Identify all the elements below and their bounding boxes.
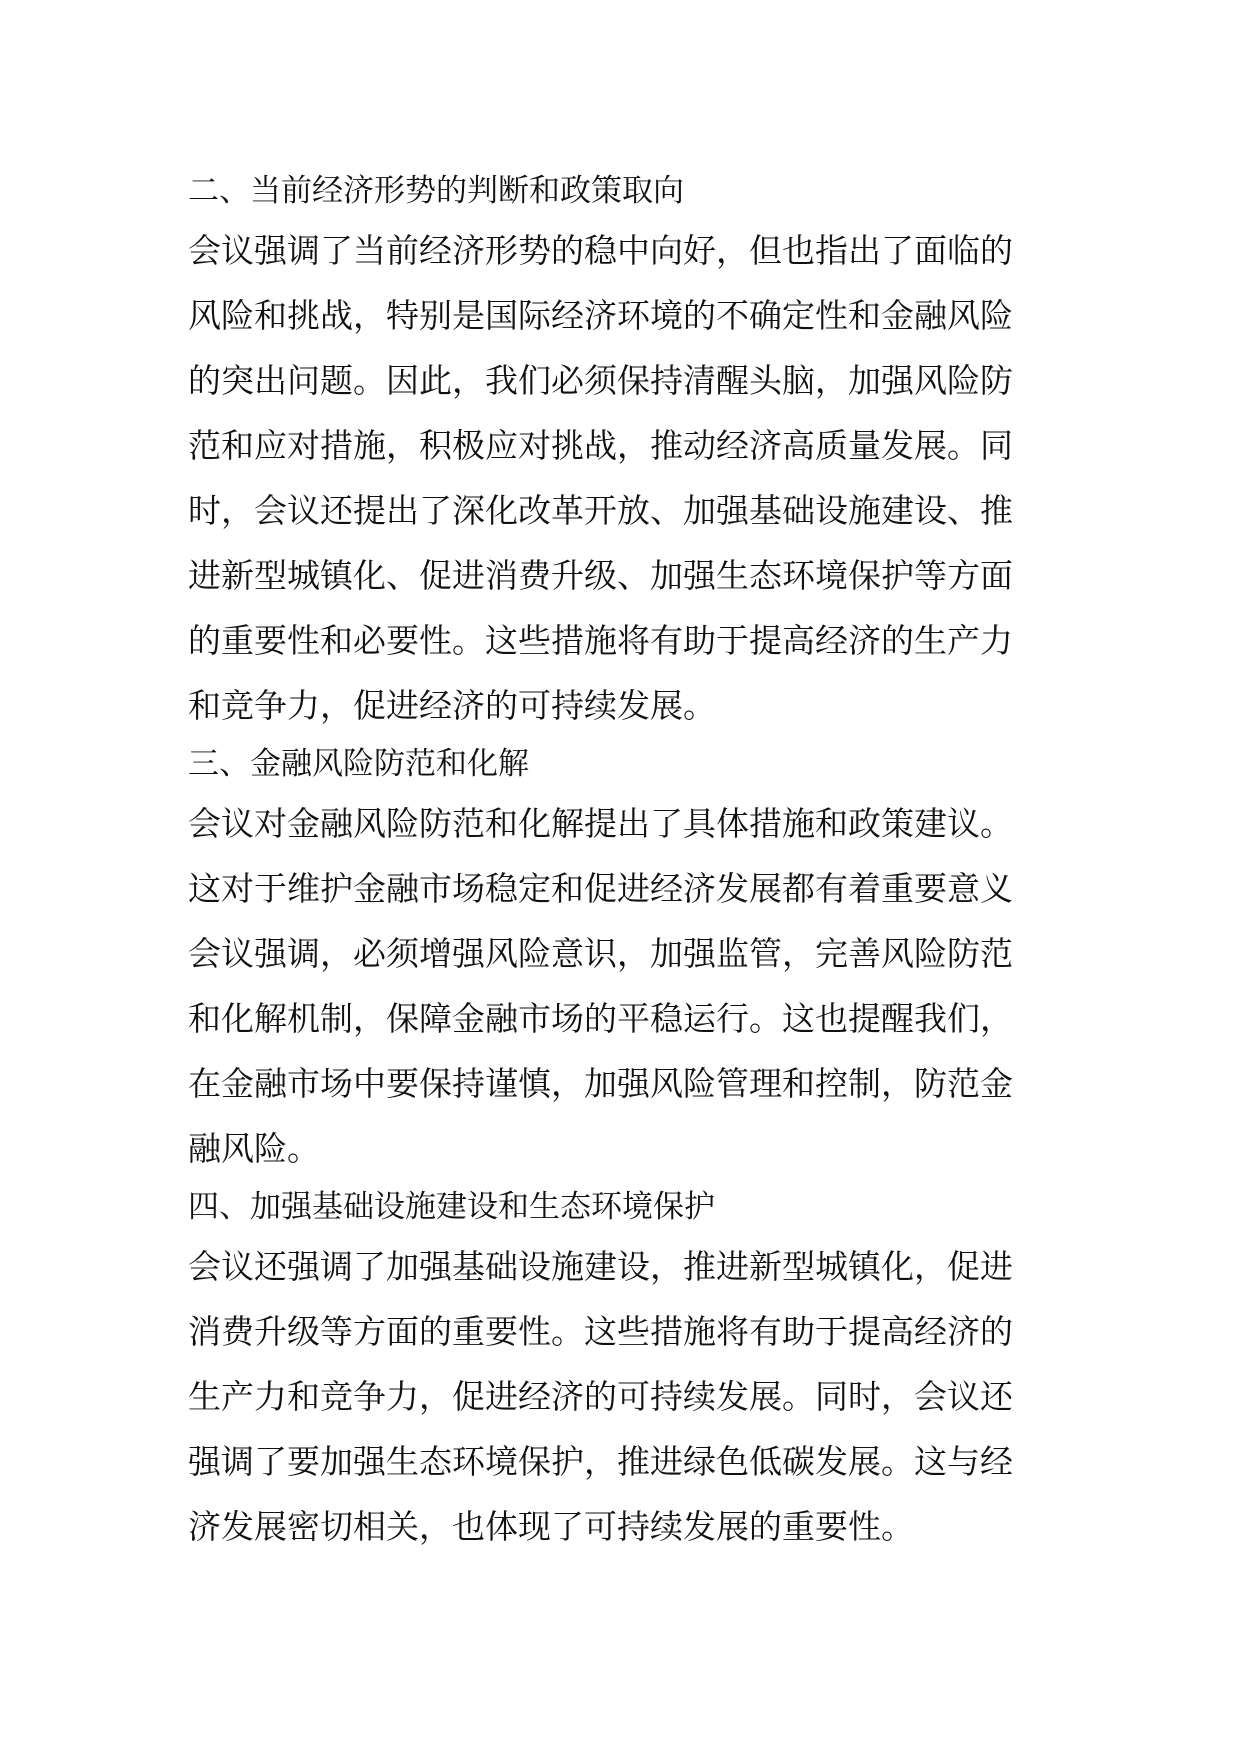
paragraph-line: 范和应对措施，积极应对挑战，推动经济高质量发展。同: [188, 426, 1013, 465]
section-heading: 四、加强基础设施建设和生态环境保护: [188, 1189, 715, 1225]
paragraph-line: 和化解机制，保障金融市场的平稳运行。这也提醒我们，: [188, 999, 1013, 1038]
paragraph-line: 的突出问题。因此，我们必须保持清醒头脑，加强风险防: [188, 361, 1013, 400]
paragraph-line: 时，会议还提出了深化改革开放、加强基础设施建设、推: [188, 491, 1013, 530]
paragraph-line: 会议还强调了加强基础设施建设，推进新型城镇化，促进: [188, 1247, 1013, 1286]
paragraph-line: 和竞争力，促进经济的可持续发展。: [188, 686, 716, 725]
section-paragraph: [188, 218, 1058, 738]
paragraph-line: 风险和挑战，特别是国际经济环境的不确定性和金融风险: [188, 296, 1013, 335]
paragraph-line: 会议强调了当前经济形势的稳中向好，但也指出了面临的: [188, 231, 1013, 270]
paragraph-line: 会议对金融风险防范和化解提出了具体措施和政策建议。: [188, 804, 1013, 843]
paragraph-line: 融风险。: [188, 1129, 320, 1168]
paragraph-line: 这对于维护金融市场稳定和促进经济发展都有着重要意义: [188, 869, 1013, 908]
paragraph-line: 会议强调，必须增强风险意识，加强监管，完善风险防范: [188, 934, 1013, 973]
paragraph-line: 生产力和竞争力，促进经济的可持续发展。同时，会议还: [188, 1377, 1013, 1416]
section-heading: 二、当前经济形势的判断和政策取向: [188, 173, 684, 209]
paragraph-line: 进新型城镇化、促进消费升级、加强生态环境保护等方面: [188, 556, 1013, 595]
paragraph-line: 消费升级等方面的重要性。这些措施将有助于提高经济的: [188, 1312, 1013, 1351]
section-infrastructure-ecology: [188, 1181, 1058, 1559]
paragraph-line: 济发展密切相关，也体现了可持续发展的重要性。: [188, 1507, 914, 1546]
document-page: [188, 165, 1058, 1559]
paragraph-line: 的重要性和必要性。这些措施将有助于提高经济的生产力: [188, 621, 1013, 660]
section-paragraph: [188, 1234, 1058, 1559]
paragraph-line: 强调了要加强生态环境保护，推进绿色低碳发展。这与经: [188, 1442, 1013, 1481]
section-paragraph: [188, 791, 1058, 1181]
section-heading: 三、金融风险防范和化解: [188, 746, 529, 782]
section-economic-situation: [188, 165, 1058, 738]
paragraph-line: 在金融市场中要保持谨慎，加强风险管理和控制，防范金: [188, 1064, 1013, 1103]
section-financial-risk: [188, 738, 1058, 1181]
